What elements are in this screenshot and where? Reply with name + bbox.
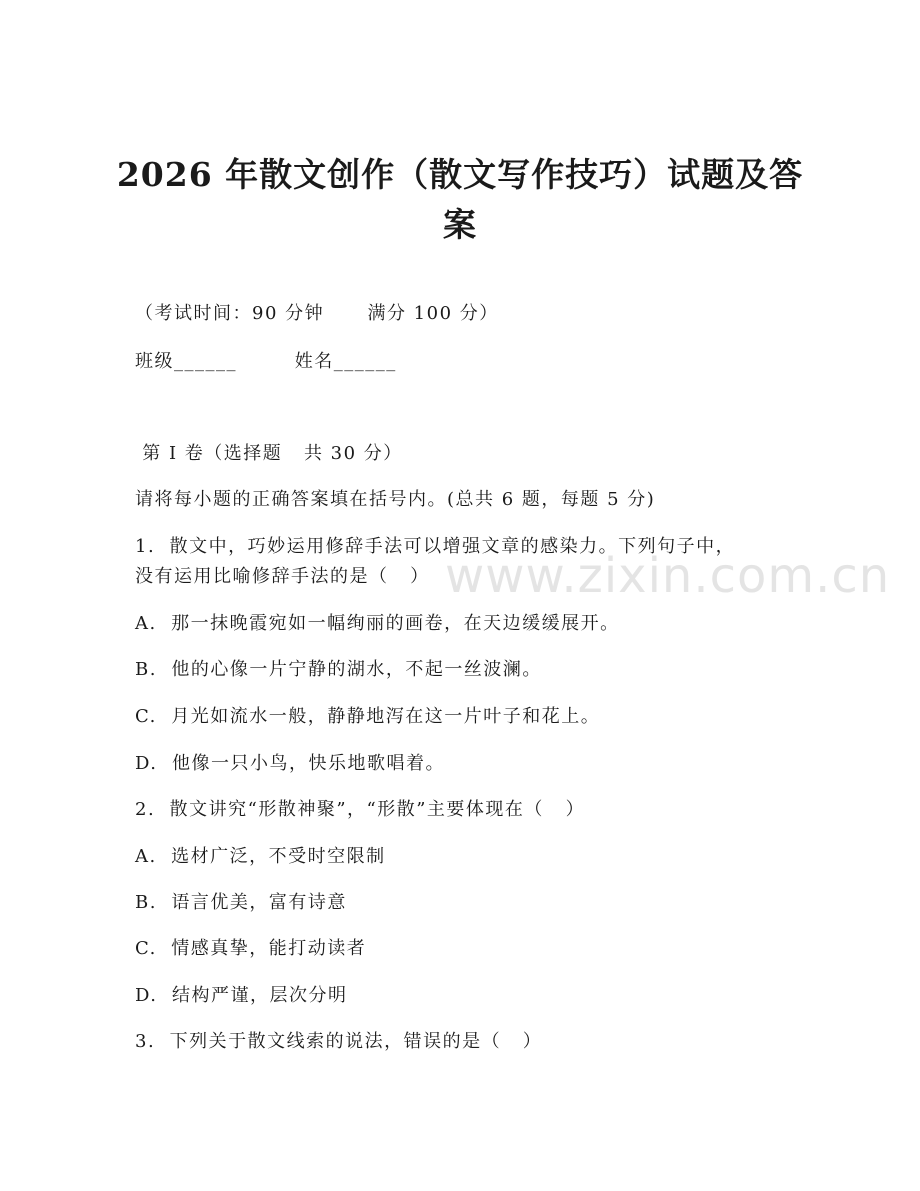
question-2-option-a: A. 选材广泛，不受时空限制 [135, 846, 386, 867]
question-2-stem: 2. 散文讲究“形散神聚”，“形散”主要体现在（ ） [135, 799, 586, 820]
question-1-stem-line-1: 1. 散文中，巧妙运用修辞手法可以增强文章的感染力。下列句子中， [135, 536, 736, 557]
class-name-line: 班级______ 姓名______ [135, 351, 397, 372]
question-1-option-a: A. 那一抹晚霞宛如一幅绚丽的画卷，在天边缓缓展开。 [135, 613, 620, 634]
question-1-stem-line-2: 没有运用比喻修辞手法的是（ ） [135, 566, 430, 587]
question-1-option-c: C. 月光如流水一般，静静地泻在这一片叶子和花上。 [135, 706, 601, 727]
section-heading: 第 I 卷（选择题 共 30 分） [135, 443, 403, 464]
question-2-option-b: B. 语言优美，富有诗意 [135, 892, 347, 913]
instruction: 请将每小题的正确答案填在括号内。(总共 6 题，每题 5 分) [135, 489, 656, 510]
question-3-stem: 3. 下列关于散文线索的说法，错误的是（ ） [135, 1031, 543, 1052]
question-1-option-d: D. 他像一只小鸟，快乐地歌唱着。 [135, 753, 445, 774]
question-1-option-b: B. 他的心像一片宁静的湖水，不起一丝波澜。 [135, 659, 542, 680]
watermark: www.zixin.com.cn [445, 548, 891, 604]
question-2-option-c: C. 情感真挚，能打动读者 [135, 938, 367, 959]
question-2-option-d: D. 结构严谨，层次分明 [135, 985, 348, 1006]
exam-info: （考试时间：90 分钟 满分 100 分） [135, 303, 499, 324]
document-title: 2026 年散文创作（散文写作技巧）试题及答案 [116, 155, 804, 244]
